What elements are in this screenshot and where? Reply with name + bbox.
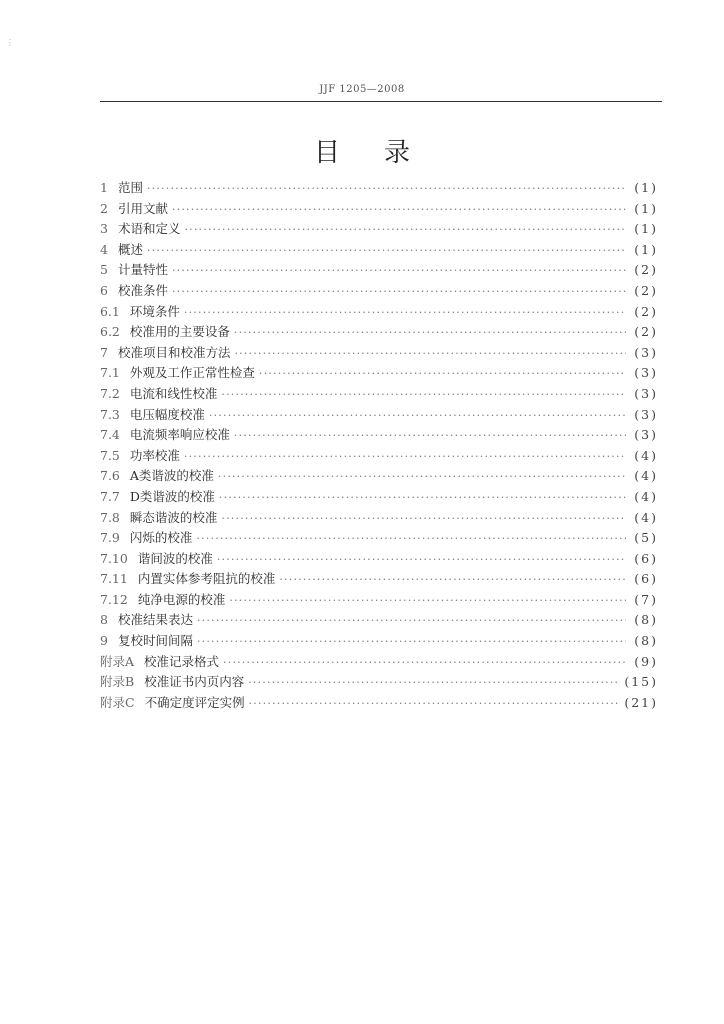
toc-leader-dots [229, 594, 626, 607]
toc-entry-label: 电压幅度校准 [129, 406, 205, 422]
toc-entry [100, 610, 658, 631]
toc-entry-label: 环境条件 [129, 303, 180, 319]
toc-entry-number: 7.4 [100, 427, 120, 443]
toc-leader-dots [234, 429, 626, 442]
toc-leader-dots [279, 573, 626, 586]
toc-entry-number: 2 [100, 200, 108, 216]
toc-entry-number: 1 [100, 180, 108, 195]
toc-entry-label: 闪烁的校准 [129, 530, 193, 546]
toc-entry-number: 7.10 [100, 550, 128, 566]
toc-entry-number: 9 [100, 633, 108, 649]
toc-entry [100, 405, 658, 426]
toc-entry-page: (1) [634, 221, 658, 237]
header-rule [100, 101, 662, 102]
toc-entry-number: 7.7 [100, 488, 120, 504]
toc-entry-number: 7 [100, 344, 108, 360]
toc-entry-page: (3) [634, 406, 658, 422]
toc-entry-label: 复校时间间隔 [117, 633, 193, 649]
toc-entry [100, 281, 658, 302]
toc-entry-label: 不确定度评定实例 [144, 694, 245, 710]
toc-entry-number: 附录C [100, 694, 135, 710]
toc-entry [100, 631, 658, 652]
toc-leader-dots [248, 676, 620, 689]
toc-entry-page: (21) [624, 694, 658, 710]
toc-entry-page: (4) [634, 468, 658, 484]
toc-entry-label: 电流和线性校准 [129, 385, 218, 401]
toc-entry-page: (5) [634, 530, 658, 546]
toc-entry-label: 谐间波的校准 [137, 550, 213, 566]
toc-entry-label: 内置实体参考阻抗的校准 [137, 571, 276, 587]
toc-entry [100, 240, 658, 261]
toc-entry-label: 校准证书内页内容 [144, 674, 245, 690]
toc-entry-page: (1) [634, 200, 658, 216]
toc-entry-label: 概述 [117, 241, 143, 257]
toc-leader-dots [197, 614, 626, 627]
toc-entry-label: 计量特性 [117, 262, 168, 278]
toc-leader-dots [172, 264, 626, 277]
toc-entry-page: (4) [634, 447, 658, 463]
toc-entry [100, 302, 658, 323]
toc-entry-number: 7.12 [100, 591, 128, 607]
toc-entry-number: 7.3 [100, 406, 120, 422]
toc-entry-number: 8 [100, 612, 108, 628]
toc-entry [100, 322, 658, 343]
toc-entry [100, 343, 658, 364]
toc-leader-dots [184, 306, 626, 319]
toc-entry [100, 672, 658, 693]
toc-entry-number: 附录B [100, 674, 135, 690]
toc-leader-dots [221, 388, 626, 401]
toc-entry [100, 693, 658, 714]
toc-entry-page: (3) [634, 344, 658, 360]
toc-entry-label: 范围 [117, 180, 143, 195]
toc-entry-label: 功率校准 [129, 447, 180, 463]
toc-entry [100, 446, 658, 467]
toc-entry-number: 7.5 [100, 447, 120, 463]
toc-entry-number: 3 [100, 221, 108, 237]
toc-leader-dots [234, 326, 626, 339]
toc-entry-label: 外观及工作正常性检查 [129, 365, 255, 381]
toc-entry-number: 6.2 [100, 324, 120, 340]
toc-leader-dots [172, 285, 626, 298]
toc-entry-label: 校准项目和校准方法 [117, 344, 231, 360]
toc-leader-dots [259, 367, 626, 380]
toc-entry-number: 7.9 [100, 530, 120, 546]
toc-entry-page: (2) [634, 324, 658, 340]
toc-entry-label: 瞬态谐波的校准 [129, 509, 218, 525]
toc-entry-label: 校准条件 [117, 282, 168, 298]
toc-entry-page: (3) [634, 427, 658, 443]
toc-entry [100, 384, 658, 405]
toc-leader-dots [209, 409, 626, 422]
page-title: 目录 [313, 138, 454, 168]
toc-leader-dots [196, 532, 626, 545]
toc-entry-page: (6) [634, 550, 658, 566]
toc-entry [100, 178, 658, 199]
toc-entry-page: (4) [634, 509, 658, 525]
toc-leader-dots [249, 697, 621, 710]
toc-entry [100, 425, 658, 446]
toc-entry-page: (4) [634, 488, 658, 504]
toc-entry [100, 569, 658, 590]
toc-entry-page: (7) [634, 591, 658, 607]
toc-entry-label: A类谐波的校准 [129, 468, 214, 484]
toc-entry-number: 附录A [100, 653, 135, 669]
toc-leader-dots [234, 347, 626, 360]
toc-leader-dots [184, 223, 626, 236]
toc-entry [100, 466, 658, 487]
toc-leader-dots [218, 470, 626, 483]
toc-entry [100, 260, 658, 281]
toc-entry-page: (3) [634, 365, 658, 381]
toc-entry-page: (1) [634, 180, 658, 195]
toc-leader-dots [172, 203, 626, 216]
toc-entry-number: 6 [100, 282, 108, 298]
toc-leader-dots [197, 635, 626, 648]
toc-leader-dots [217, 553, 626, 566]
toc-entry-label: 纯净电源的校准 [137, 591, 226, 607]
toc-entry-label: 校准记录格式 [144, 653, 220, 669]
table-of-contents [100, 178, 658, 713]
toc-entry [100, 590, 658, 611]
toc-leader-dots [221, 512, 626, 525]
toc-entry [100, 199, 658, 220]
toc-leader-dots [219, 491, 626, 504]
toc-entry-page: (6) [634, 571, 658, 587]
toc-entry-number: 4 [100, 241, 108, 257]
toc-entry-page: (8) [634, 612, 658, 628]
toc-entry-label: 校准用的主要设备 [129, 324, 230, 340]
toc-entry-label: 电流频率响应校准 [129, 427, 230, 443]
toc-entry [100, 487, 658, 508]
toc-entry-number: 7.6 [100, 468, 120, 484]
toc-entry-label: D类谐波的校准 [129, 488, 215, 504]
toc-leader-dots [147, 182, 626, 195]
toc-entry-label: 校准结果表达 [117, 612, 193, 628]
toc-entry [100, 528, 658, 549]
toc-leader-dots [223, 656, 626, 669]
toc-entry-number: 7.2 [100, 385, 120, 401]
scan-speck: ⋮ [6, 38, 14, 47]
toc-entry [100, 652, 658, 673]
toc-entry-page: (8) [634, 633, 658, 649]
toc-entry-page: (1) [634, 241, 658, 257]
toc-entry-number: 7.11 [100, 571, 128, 587]
toc-entry-page: (3) [634, 385, 658, 401]
toc-entry-label: 引用文献 [117, 200, 168, 216]
toc-entry [100, 549, 658, 570]
toc-leader-dots [147, 244, 626, 257]
toc-entry-number: 5 [100, 262, 108, 278]
toc-entry-page: (15) [624, 674, 658, 690]
toc-entry-number: 7.8 [100, 509, 120, 525]
toc-entry-page: (2) [634, 262, 658, 278]
toc-leader-dots [184, 450, 626, 463]
toc-entry-page: (9) [634, 653, 658, 669]
toc-entry-label: 术语和定义 [117, 221, 181, 237]
toc-entry-page: (2) [634, 282, 658, 298]
toc-entry [100, 363, 658, 384]
toc-entry-page: (2) [634, 303, 658, 319]
document-header: JJF 1205—2008 [319, 84, 405, 95]
toc-entry-number: 6.1 [100, 303, 120, 319]
toc-entry-number: 7.1 [100, 365, 120, 381]
toc-entry [100, 508, 658, 529]
toc-entry [100, 219, 658, 240]
